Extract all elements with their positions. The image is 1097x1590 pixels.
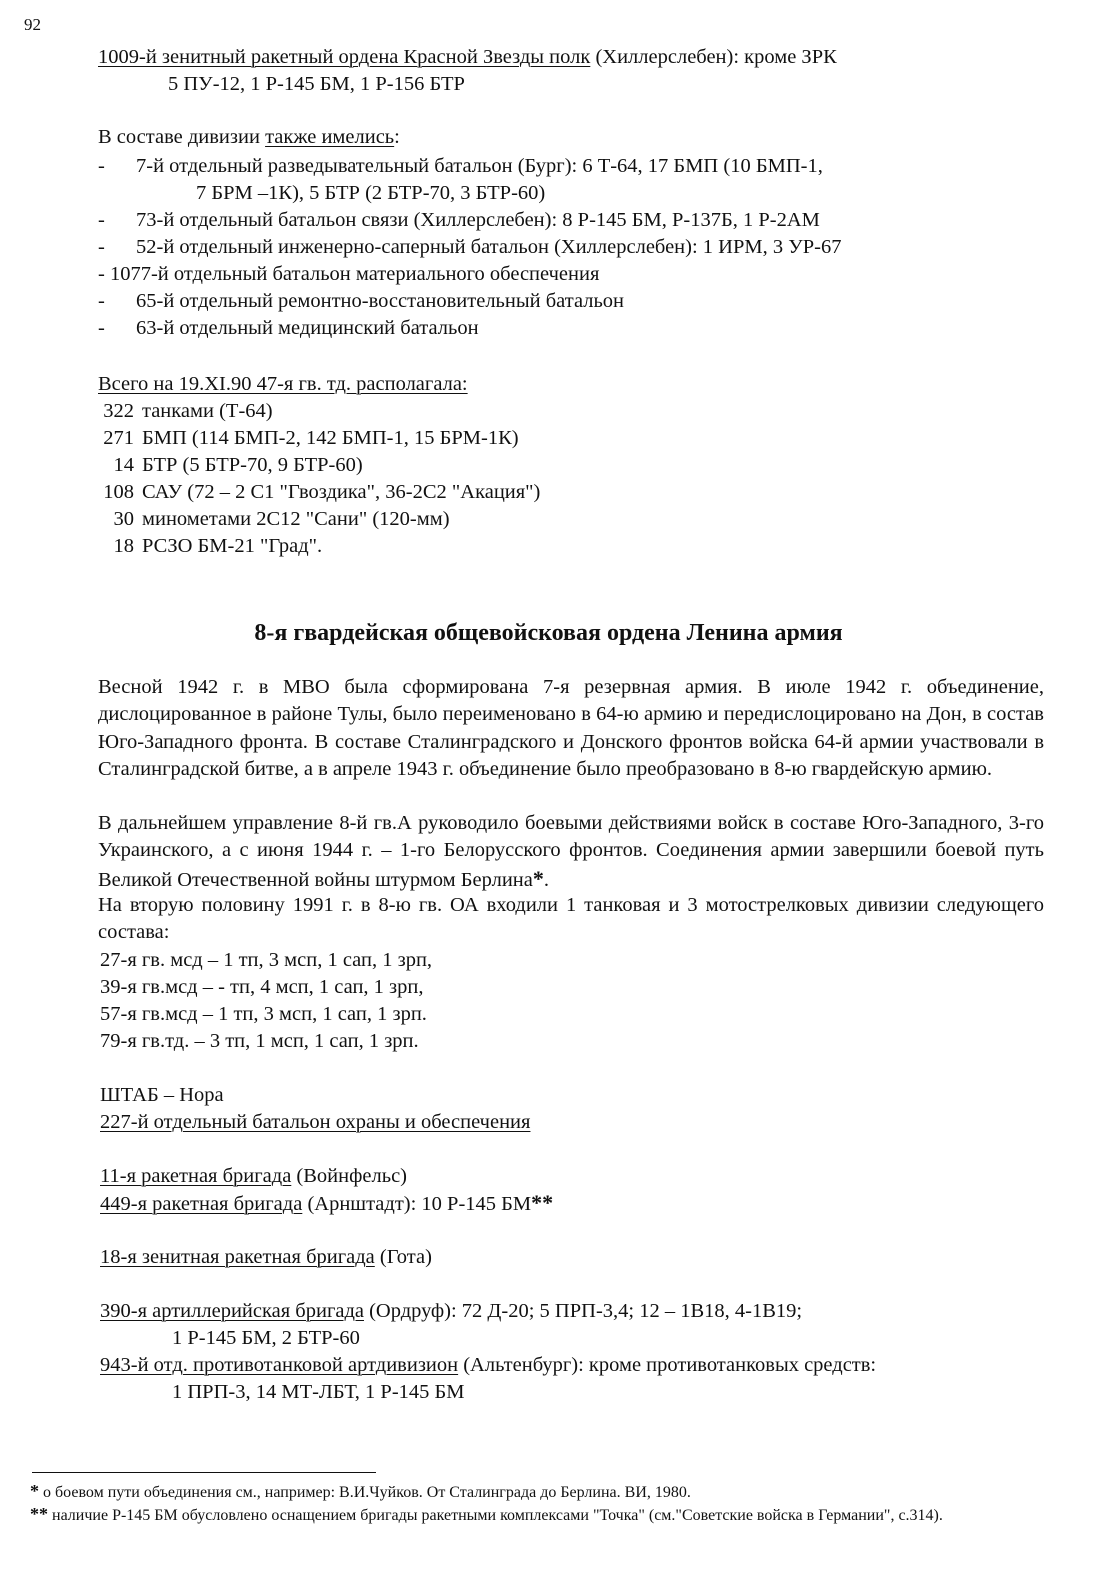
total-row xyxy=(92,452,363,478)
unit-dash: - xyxy=(98,236,105,258)
division-line: 27-я гв. мсд – 1 тп, 3 мсп, 1 сап, 1 зрп, xyxy=(100,949,433,971)
unit-text: 52-й отдельный инженерно-саперный батальон (Хиллерслебен): 1 ИРМ, 3 УР-67 xyxy=(136,236,842,258)
footnote-ref: ** xyxy=(531,1190,554,1215)
paragraph-history: Весной 1942 г. в МВО была сформирована 7-я резервная армия. В июле 1942 г. объединение, дислоцированное в районе Тулы, было переименовано в 64-ю армию и передислоцировано на Дон, в состав Юго-Западного фронта. В составе Сталинградского и Донского фронтов войска 64-й армии участвовали в Сталинградской битве, а в апреле 1943 г. объединение было преобразовано в 8-ю гвардейскую армию. xyxy=(98,676,1044,781)
brigade-detail: (Арнштадт): 10 Р-145 БМ xyxy=(302,1193,532,1215)
total-row xyxy=(92,398,273,424)
brigade-equipment: 1 ПРП-3, 14 МТ-ЛБТ, 1 Р-145 БМ xyxy=(172,1381,465,1403)
footnote-mark: * xyxy=(30,1481,39,1501)
regiment-line xyxy=(98,44,837,70)
unit-dash: - xyxy=(98,317,105,339)
page-number: 92 xyxy=(24,15,41,34)
paragraph-composition: На вторую половину 1991 г. в 8-ю гв. ОА входили 1 танковая и 3 мотострелковых дивизии следующего состава: xyxy=(98,894,1044,944)
unit-text: 7 БРМ –1К), 5 БТР (2 БТР-70, 3 БТР-60) xyxy=(196,182,546,204)
total-row xyxy=(92,479,540,505)
regiment-equipment: 5 ПУ-12, 1 Р-145 БМ, 1 Р-156 БТР xyxy=(168,73,465,95)
brigade-name: 390-я артиллерийская бригада xyxy=(100,1300,364,1322)
paragraph-campaign-end: . xyxy=(543,868,549,891)
brigade-detail: (Войнфельс) xyxy=(291,1165,407,1187)
also-heading xyxy=(98,124,400,150)
total-heading: Всего на 19.XI.90 47-я гв. тд. располагала: xyxy=(98,373,468,395)
paragraph-campaign xyxy=(98,810,1044,894)
brigade-line xyxy=(100,1190,553,1217)
brigade-detail: (Альтенбург): кроме противотанковых средств: xyxy=(458,1354,877,1376)
unit-item xyxy=(98,207,820,233)
total-count: 271 xyxy=(103,427,134,449)
unit-item xyxy=(98,234,841,260)
unit-dash: - xyxy=(98,155,105,177)
unit-text: 65-й отдельный ремонтно-восстановительный батальон xyxy=(136,290,625,312)
total-text: минометами 2С12 "Сани" (120-мм) xyxy=(142,508,450,530)
unit-text: 7-й отдельный разведывательный батальон (Бург): 6 Т-64, 17 БМП (10 БМП-1, xyxy=(136,155,823,177)
total-text: танками (Т-64) xyxy=(142,400,273,422)
total-count: 322 xyxy=(103,400,134,422)
brigade-line xyxy=(100,1352,876,1378)
total-text: БТР (5 БТР-70, 9 БТР-60) xyxy=(142,454,363,476)
hq-line: ШТАБ – Нора xyxy=(100,1084,224,1106)
brigade-detail: (Ордруф): 72 Д-20; 5 ПРП-3,4; 12 – 1В18, 4-1В19; xyxy=(363,1300,803,1322)
footnote-mark: ** xyxy=(30,1504,48,1524)
brigade-line xyxy=(100,1244,432,1270)
unit-dash: - xyxy=(98,290,105,312)
unit-text: 73-й отдельный батальон связи (Хиллерслебен): 8 Р-145 БМ, Р-137Б, 1 Р-2АМ xyxy=(136,209,820,231)
footnote-text: наличие Р-145 БМ обусловлено оснащением бригады ракетными комплексами "Точка" (см."Советские войска в Германии", с.314). xyxy=(52,1507,943,1524)
total-count: 14 xyxy=(113,454,134,476)
division-line: 57-я гв.мсд – 1 тп, 3 мсп, 1 сап, 1 зрп. xyxy=(100,1003,427,1025)
also-suffix: : xyxy=(394,126,400,148)
brigade-line xyxy=(100,1298,802,1324)
unit-item xyxy=(98,315,479,341)
unit-item xyxy=(98,288,624,314)
regiment-name: 1009-й зенитный ракетный ордена Красной Звезды полк xyxy=(98,46,591,68)
brigade-name: 943-й отд. противотанковой артдивизион xyxy=(100,1354,459,1376)
unit-text: 63-й отдельный медицинский батальон xyxy=(136,317,479,339)
also-underlined: также имелись xyxy=(265,126,395,148)
section-title: 8-я гвардейская общевойсковая ордена Ленина армия xyxy=(254,620,843,646)
paragraph-campaign-text: В дальнейшем управление 8-й гв.А руководило боевыми действиями войск в составе Юго-Западного, 3-го Украинского, а с июня 1944 г. – 1-го Белорусского фронтов. Соединения армии завершили боевой путь Великой Отечественной войны штурмом Берлина xyxy=(98,812,1044,891)
brigade-line xyxy=(100,1163,407,1189)
brigade-name: 11-я ракетная бригада xyxy=(100,1165,292,1187)
unit-item xyxy=(98,261,599,287)
unit-item xyxy=(98,153,823,179)
unit-item xyxy=(196,180,545,206)
unit-dash: - xyxy=(98,209,105,231)
brigade-detail: (Гота) xyxy=(374,1246,432,1268)
division-line: 79-я гв.тд. – 3 тп, 1 мсп, 1 сап, 1 зрп. xyxy=(100,1030,419,1052)
footnote-2 xyxy=(30,1503,1050,1527)
total-text: БМП (114 БМП-2, 142 БМП-1, 15 БРМ-1К) xyxy=(142,427,519,449)
division-line: 39-я гв.мсд – - тп, 4 мсп, 1 сап, 1 зрп, xyxy=(100,976,424,998)
footnote-1 xyxy=(30,1480,1050,1504)
hq-battalion: 227-й отдельный батальон охраны и обеспечения xyxy=(100,1111,531,1133)
total-count: 18 xyxy=(113,535,134,557)
total-row xyxy=(92,425,519,451)
footnote-ref: * xyxy=(532,865,544,891)
also-prefix: В составе дивизии xyxy=(98,126,266,148)
total-text: САУ (72 – 2 С1 "Гвоздика", 36-2С2 "Акация") xyxy=(142,481,541,503)
total-count: 30 xyxy=(113,508,134,530)
footnote-text: о боевом пути объединения см., например: В.И.Чуйков. От Сталинграда до Берлина. ВИ, 1980. xyxy=(43,1484,691,1501)
total-row xyxy=(92,533,322,559)
total-count: 108 xyxy=(103,481,134,503)
regiment-location: (Хиллерслебен): кроме ЗРК xyxy=(590,46,837,68)
brigade-equipment: 1 Р-145 БМ, 2 БТР-60 xyxy=(172,1327,360,1349)
unit-text: - 1077-й отдельный батальон материального обеспечения xyxy=(98,263,600,285)
brigade-name: 18-я зенитная ракетная бригада xyxy=(100,1246,375,1268)
footnote-divider xyxy=(32,1472,376,1473)
total-text: РСЗО БМ-21 "Град". xyxy=(142,535,323,557)
total-row xyxy=(92,506,450,532)
brigade-name: 449-я ракетная бригада xyxy=(100,1193,303,1215)
